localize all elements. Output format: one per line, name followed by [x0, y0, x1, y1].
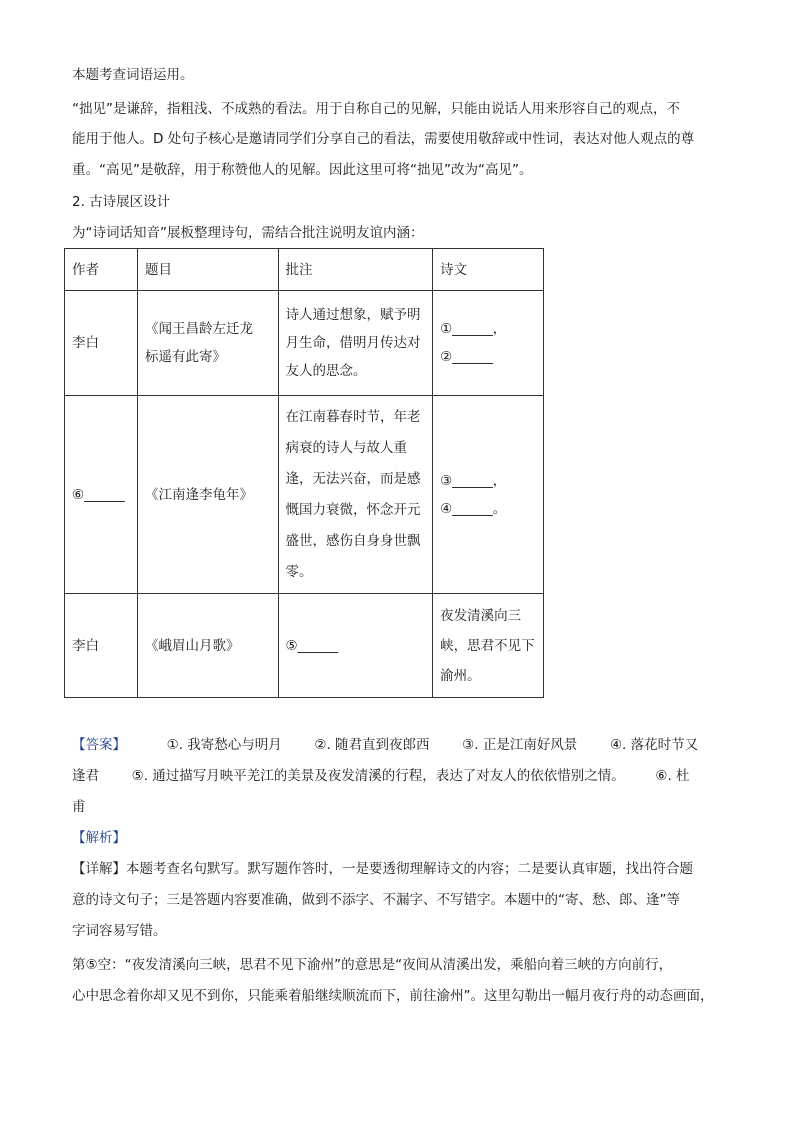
intro-line-4: 重。“高见”是敬辞，用于称赞他人的见解。因此这里可将“拙见”改为“高见”。 — [72, 162, 533, 178]
poem-table — [64, 248, 544, 698]
title-line: 《闻王昌龄左迁龙 — [144, 321, 253, 337]
poem-line: ①______， — [440, 321, 507, 337]
poem-line: ②______ — [440, 349, 493, 365]
note-line: 病衰的诗人与故人重 — [285, 439, 408, 456]
header-title: 题目 — [137, 249, 278, 291]
table-row — [65, 594, 544, 698]
table-header-row — [65, 249, 544, 291]
title-line: 标遥有此寄》 — [144, 349, 226, 365]
cell-title — [137, 396, 278, 594]
poem-line: 峡，思君不见下 — [440, 637, 535, 654]
answer-line-2 — [72, 766, 732, 786]
poem-line: ③______， — [440, 472, 507, 489]
note-line: 零。 — [285, 563, 313, 580]
analysis-label: 【解析】 — [72, 830, 126, 846]
cell-poem — [433, 594, 544, 698]
note-line: 月生命，借明月传达对 — [285, 335, 421, 351]
poem-line: 渝州。 — [440, 667, 481, 684]
answer-label: 【答案】 — [72, 737, 126, 753]
intro-line-1: 本题考查词语运用。 — [72, 67, 194, 83]
answer-item: ⑤. 通过描写月映平羌江的美景及夜发清溪的行程，表达了对友人的依依惜别之情。 — [131, 768, 625, 784]
analysis-line-5: 心中思念着你却又见不到你，只能乘着船继续顺流而下，前往渝州”。这里勾勒出一幅月夜行舟的动态画面， — [72, 988, 714, 1004]
note-line: 盛世，感伤自身身世飘 — [285, 532, 421, 549]
note-line: 逢，无法兴奋，而是感 — [285, 470, 421, 487]
table-row — [65, 291, 544, 396]
cell-author: 李白 — [65, 291, 138, 396]
answer-item: ②. 随君直到夜郎西 — [314, 737, 430, 753]
cell-title — [137, 291, 278, 396]
cell-author: 李白 — [65, 594, 138, 698]
cell-note — [278, 291, 433, 396]
answer-line-3: 甫 — [72, 799, 86, 815]
header-note: 批注 — [278, 249, 433, 291]
intro-line-3: 能用于他人。D 处句子核心是邀请同学们分享自己的看法，需要使用敬辞或中性词，表达对他人观点的尊 — [72, 131, 695, 147]
cell-note — [278, 594, 433, 698]
note-line: 慨国力衰微，怀念开元 — [285, 501, 421, 518]
answer-line-1 — [72, 735, 732, 755]
answer-item: ⑥. 杜 — [655, 768, 690, 784]
analysis-line-3: 字词容易写错。 — [72, 923, 167, 939]
answer-item: 逢君 — [72, 768, 99, 784]
poem-line: ④______。 — [440, 500, 507, 517]
analysis-line-1: 【详解】本题考查名句默写。默写题作答时，一是要透彻理解诗文的内容；二是要认真审题，找出符合题 — [72, 861, 693, 877]
cell-title — [137, 594, 278, 698]
header-poem: 诗文 — [433, 249, 544, 291]
analysis-line-2: 意的诗文句子；三是答题内容要准确，做到不添字、不漏字、不写错字。本题中的“寄、愁、郎、逢”等 — [72, 892, 680, 908]
note-line: ⑤______ — [285, 637, 339, 654]
table-row — [65, 396, 544, 594]
note-line: 诗人通过想象，赋予明 — [285, 307, 421, 323]
cell-poem — [433, 396, 544, 594]
poem-line: 夜发清溪向三 — [440, 607, 522, 624]
header-author: 作者 — [65, 249, 138, 291]
answer-item: ④. 落花时节又 — [609, 737, 699, 753]
answer-item: ③. 正是江南好风景 — [462, 737, 578, 753]
cell-poem — [433, 291, 544, 396]
title-line: 《江南逢李龟年》 — [144, 486, 253, 503]
cell-author: ⑥______ — [65, 396, 138, 594]
note-line: 友人的思念。 — [285, 363, 367, 379]
question-prompt: 为“诗词话知音”展板整理诗句，需结合批注说明友谊内涵： — [72, 225, 424, 241]
analysis-line-4: 第⑤空：“夜发清溪向三峡，思君不见下渝州”的意思是“夜间从清溪出发，乘船向着三峡的方向前行， — [72, 957, 673, 973]
cell-note — [278, 396, 433, 594]
note-line: 在江南暮春时节，年老 — [285, 408, 421, 425]
intro-line-2: “拙见”是谦辞，指粗浅、不成熟的看法。用于自称自己的见解，只能由说话人用来形容自己的观点，不 — [72, 101, 680, 117]
answer-item: ①. 我寄愁心与明月 — [166, 737, 282, 753]
title-line: 《峨眉山月歌》 — [144, 637, 240, 654]
question-title: 2. 古诗展区设计 — [72, 194, 171, 210]
